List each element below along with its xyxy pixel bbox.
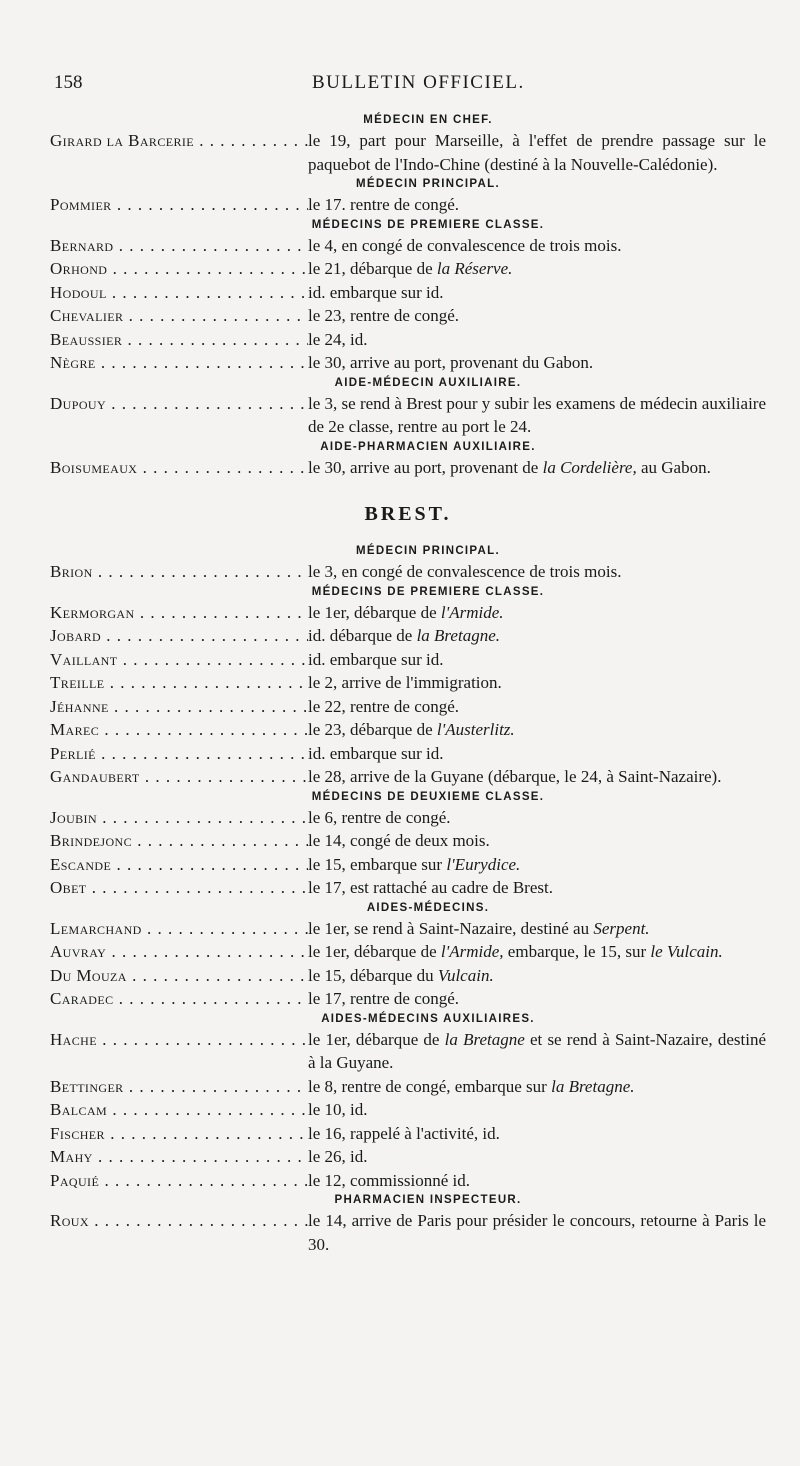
entry-text-main: le 1er, se rend à Saint-Nazaire, destiné au (308, 918, 594, 938)
officer-name: Lemarchand . . . (50, 917, 308, 941)
entry-row (50, 601, 766, 625)
officer-name: Joubin . . . (50, 806, 308, 830)
section-heading: MÉDECIN PRINCIPAL. (356, 178, 500, 190)
entry-text-main: id. embarque sur id. (308, 282, 444, 302)
officer-name: Vaillant . . . (50, 648, 308, 672)
ship-name: Serpent. (593, 918, 650, 938)
document-body (50, 112, 766, 1256)
entry-row (50, 742, 766, 766)
officer-name: Escande . . . (50, 853, 308, 877)
entry-text (308, 351, 766, 375)
section-heading: MÉDECINS DE PREMIERE CLASSE. (311, 218, 545, 231)
entry-text-main: le 1er, débarque de (308, 1029, 445, 1049)
entry-text (308, 601, 766, 625)
officer-name: Perlié . . . (50, 742, 308, 766)
officer-name: Treille . . . (50, 671, 308, 695)
entry-text-main: le 26, id. (308, 1147, 368, 1166)
section-heading: MÉDECINS DE PREMIERE CLASSE. (311, 585, 545, 598)
entry-row (50, 829, 766, 853)
entry-text-cont: embarque, le 15, sur (503, 942, 651, 961)
entry-text (308, 392, 766, 439)
officer-name: Roux . . . (50, 1209, 308, 1256)
officer-name: Orhond . . . (50, 257, 308, 281)
officer-name: Gandaubert . . . (50, 765, 308, 789)
entry-row (50, 987, 766, 1011)
entry-text (308, 1209, 766, 1256)
entry-text (308, 742, 766, 766)
entry-text-main: le 10, id. (308, 1100, 368, 1119)
officer-name: Auvray . . . (50, 940, 308, 964)
entry-row (50, 1028, 766, 1075)
entry-row (50, 1075, 766, 1099)
entry-text (308, 917, 766, 941)
entry-text (308, 328, 766, 352)
entry-row (50, 1209, 766, 1256)
entry-row (50, 560, 766, 584)
section-heading: MÉDECIN PRINCIPAL. (356, 545, 500, 557)
entry-text (308, 304, 766, 328)
entry-text-main: le 28, arrive de la Guyane (débarque, le 24, à Saint-Nazaire). (308, 767, 722, 786)
entry-row (50, 695, 766, 719)
ship-name: la Cordelière, (542, 457, 637, 477)
officer-name: Beaussier . . . (50, 328, 308, 352)
officer-name: Jobard . . . (50, 624, 308, 648)
officer-name: Bettinger . . . (50, 1075, 308, 1099)
officer-name: Balcam . . . (50, 1098, 308, 1122)
officer-name: Fischer . . . (50, 1122, 308, 1146)
entry-text (308, 964, 766, 988)
entry-text-main: le 17. rentre de congé. (308, 195, 460, 214)
officer-name: Brion . . . (50, 560, 308, 584)
entry-text (308, 257, 766, 281)
officer-name: Dupouy . . . (50, 392, 308, 439)
entry-row (50, 456, 766, 480)
officer-name: Paquié . . . (50, 1169, 308, 1193)
entry-text (308, 648, 766, 672)
entry-text (308, 1028, 766, 1075)
entry-text-main: le 30, arrive au port, provenant du Gabon. (308, 353, 594, 372)
section-heading: AIDES-MÉDECINS AUXILIAIRES. (321, 1012, 535, 1025)
officer-name: Mahy . . . (50, 1145, 308, 1169)
entry-row (50, 853, 766, 877)
entry-text-cont: au Gabon. (636, 457, 711, 477)
entry-text-main: le 4, en congé de convalescence de trois mois. (308, 235, 622, 255)
entry-text-main: le 14, arrive de Paris pour présider le concours, retourne à Paris le 30. (308, 1211, 766, 1254)
ship-name: l'Austerlitz. (436, 720, 515, 739)
entry-row (50, 1098, 766, 1122)
section-heading: MÉDECINS DE DEUXIEME CLASSE. (311, 790, 545, 803)
entry-text (308, 1122, 766, 1146)
officer-name: Jéhanne . . . (50, 695, 308, 719)
entry-row (50, 304, 766, 328)
ship-name: l'Armide. (440, 602, 504, 622)
entry-text-main: le 17, est rattaché au cadre de Brest. (308, 878, 553, 897)
entry-text-main: le 15, embarque sur (308, 854, 447, 874)
entry-text-main: id. débarque de (308, 626, 417, 645)
entry-text-main: le 1er, débarque de (308, 602, 441, 622)
entry-row (50, 392, 766, 439)
entry-text-main: le 8, rentre de congé, embarque sur (308, 1076, 552, 1096)
entry-text-main: le 30, arrive au port, provenant de (308, 457, 543, 477)
entry-row (50, 718, 766, 742)
entry-text (308, 1098, 766, 1122)
section-heading: AIDE-PHARMACIEN AUXILIAIRE. (320, 440, 536, 453)
ship-name: la Bretagne (444, 1029, 525, 1049)
officer-name: Obet . . . (50, 876, 308, 900)
entry-row (50, 964, 766, 988)
entry-text (308, 765, 766, 789)
entry-row (50, 1169, 766, 1193)
officer-name: Du Mouza . . . (50, 964, 308, 988)
running-header (0, 72, 800, 102)
entry-text (308, 987, 766, 1011)
entry-row (50, 648, 766, 672)
officer-name: Hache . . . (50, 1028, 308, 1075)
entry-text-main: le 14, congé de deux mois. (308, 831, 490, 850)
officer-name: Bernard . . . (50, 234, 308, 258)
page-title: BULLETIN OFFICIEL. (312, 72, 525, 93)
officer-name: Marec . . . (50, 718, 308, 742)
section-heading: AIDES-MÉDECINS. (366, 901, 490, 914)
officer-name: Girard la Barcerie . . . (50, 129, 308, 176)
officer-name: Boisumeaux . . . (50, 456, 308, 480)
entry-text (308, 853, 766, 877)
entry-row (50, 193, 766, 217)
entry-text-main: le 22, rentre de congé. (308, 696, 460, 716)
section-heading: PHARMACIEN INSPECTEUR. (334, 1194, 522, 1206)
section-heading: MÉDECIN EN CHEF. (363, 114, 493, 126)
officer-name: Hodoul . . . (50, 281, 308, 305)
entry-text (308, 456, 766, 480)
entry-row (50, 765, 766, 789)
entry-row (50, 129, 766, 176)
entry-text-main: le 17, rentre de congé. (308, 989, 460, 1008)
entry-row (50, 351, 766, 375)
entry-text (308, 806, 766, 830)
entry-text-main: le 2, arrive de l'immigration. (308, 673, 502, 692)
entry-text (308, 129, 766, 176)
entry-text-main: le 23, rentre de congé. (308, 306, 460, 325)
city-heading: BREST. (364, 503, 452, 525)
ship-name: la Bretagne. (551, 1076, 635, 1096)
entry-row (50, 806, 766, 830)
entry-text-main: id. embarque sur id. (308, 743, 444, 763)
section-heading: AIDE-MÉDECIN AUXILIAIRE. (334, 376, 522, 389)
entry-text-main: le 1er, débarque de (308, 942, 441, 961)
entry-text-main: le 19, part pour Marseille, à l'effet de prendre passage sur le paquebot de l'Indo-Chine (destiné à la Nouvelle-Calédonie). (308, 131, 766, 174)
entry-text (308, 876, 766, 900)
ship-name: Vulcain. (437, 965, 494, 985)
entry-row (50, 1122, 766, 1146)
entry-row (50, 328, 766, 352)
ship-name: la Réserve. (436, 259, 513, 278)
officer-name: Pommier . . . (50, 193, 308, 217)
officer-name: Caradec . . . (50, 987, 308, 1011)
entry-text-main: le 12, commissionné id. (308, 1170, 470, 1190)
ship-name: le Vulcain. (650, 942, 723, 961)
entry-row (50, 281, 766, 305)
entry-text-main: le 16, rappelé à l'activité, id. (308, 1123, 500, 1143)
entry-text (308, 193, 766, 217)
entry-text (308, 718, 766, 742)
entry-text-main: le 3, en congé de convalescence de trois mois. (308, 562, 622, 581)
officer-name: Brindejonc . . . (50, 829, 308, 853)
entry-row (50, 624, 766, 648)
officer-name: Chevalier . . . (50, 304, 308, 328)
entry-text (308, 624, 766, 648)
entry-text-main: le 6, rentre de congé. (308, 807, 451, 827)
ship-name: l'Eurydice. (446, 854, 521, 874)
entry-row (50, 671, 766, 695)
entry-text (308, 1169, 766, 1193)
entry-text (308, 234, 766, 258)
ship-name: la Bretagne. (416, 626, 500, 645)
entry-text-main: id. embarque sur id. (308, 649, 444, 669)
entry-row (50, 257, 766, 281)
ship-name: l'Armide, (440, 942, 504, 961)
entry-row (50, 234, 766, 258)
entry-text (308, 1075, 766, 1099)
entry-text-main: le 23, débarque de (308, 720, 437, 739)
entry-row (50, 1145, 766, 1169)
entry-text (308, 695, 766, 719)
entry-text (308, 1145, 766, 1169)
page-number: 158 (54, 72, 83, 93)
entry-text (308, 829, 766, 853)
entry-text-cont: et se rend à Saint-Nazaire, destiné à la Guyane. (308, 1029, 766, 1072)
entry-row (50, 940, 766, 964)
entry-row (50, 876, 766, 900)
officer-name: Nègre . . . (50, 351, 308, 375)
entry-text (308, 560, 766, 584)
entry-text (308, 281, 766, 305)
entry-text-main: le 15, débarque du (308, 965, 438, 985)
entry-text-main: le 3, se rend à Brest pour y subir les examens de médecin auxiliaire de 2e classe, rentre au port le 24. (308, 393, 766, 436)
entry-text (308, 671, 766, 695)
officer-name: Kermorgan . . . (50, 601, 308, 625)
entry-text-main: le 21, débarque de (308, 259, 437, 278)
entry-text-main: le 24, id. (308, 329, 368, 349)
entry-row (50, 917, 766, 941)
entry-text (308, 940, 766, 964)
